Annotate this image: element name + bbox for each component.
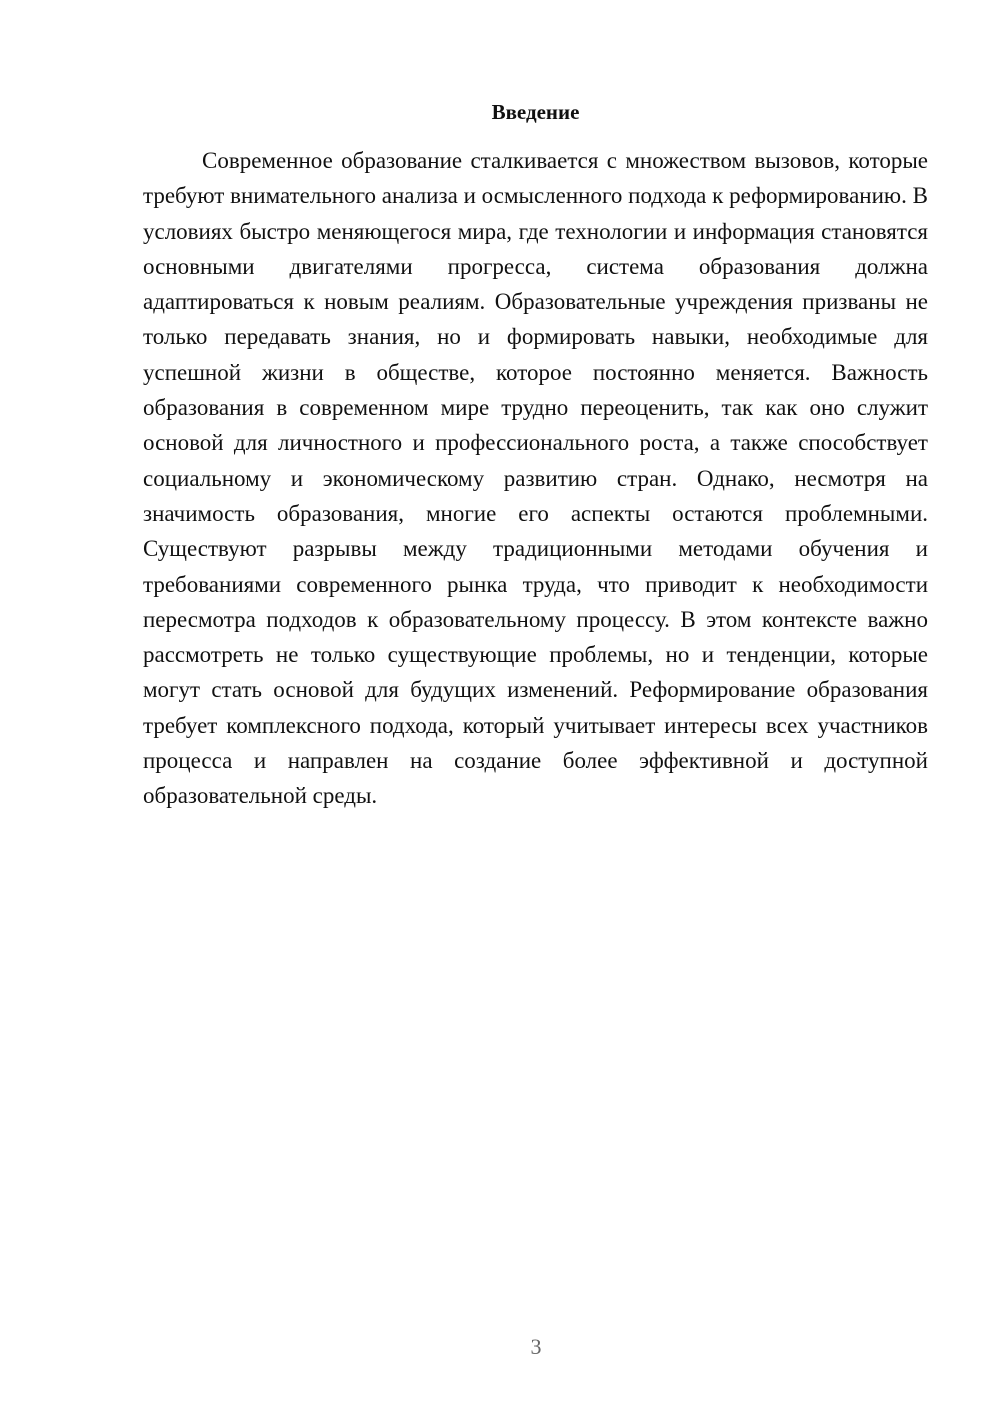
page-number: 3 [530,1334,542,1359]
body-paragraph: Современное образование сталкивается с множеством вызовов, которые требуют внимательного анализа и осмысленного подхода к реформированию. В условиях быстро меняющегося мира, где технологии и информация становятся основными двигателями прогресса, система образования должна адаптироваться к новым реалиям. Образовательные учреждения призваны не только передавать знания, но и формировать навыки, необходимые для успешной жизни в обществе, которое постоянно меняется. Важность образования в современном мире трудно переоценить, так как оно служит основой для личностного и профессионального роста, а также способствует социальному и экономическому развитию стран. Однако, несмотря на значимость образования, многие его аспекты остаются проблемными. Существуют разрывы между традиционными методами обучения и требованиями современного рынка труда, что приводит к необходимости пересмотра подходов к образовательному процессу. В этом контексте важно рассмотреть не только существующие проблемы, но и тенденции, которые могут стать основой для будущих изменений. Реформирование образования требует комплексного подхода, который учитывает интересы всех участников процесса и направлен на создание более эффективной и доступной образовательной среды. [143,148,928,809]
section-heading: Введение [491,100,580,124]
